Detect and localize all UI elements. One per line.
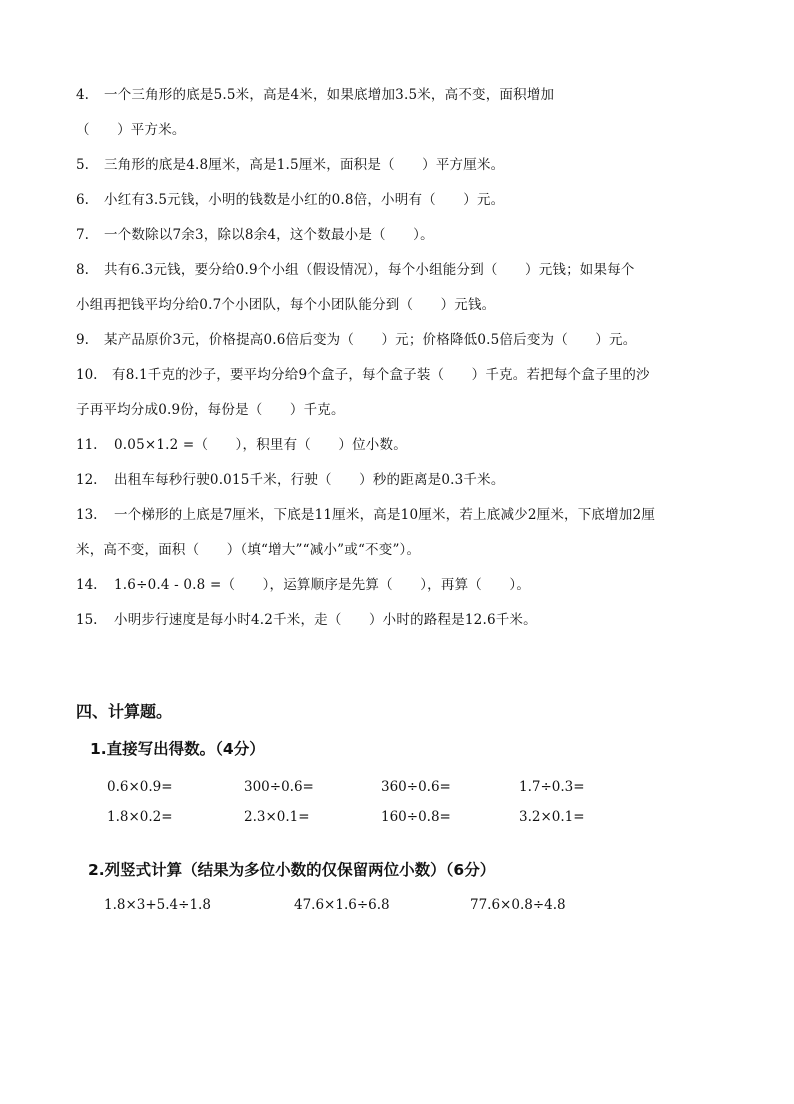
question-text: 1.6÷0.4 - 0.8 =（ ），运算顺序是先算（ ），再算（ ）。 [114,577,531,593]
question-text: 出租车每秒行驶0.015千米，行驶（ ）秒的距离是0.3千米。 [114,472,505,488]
question-text: 一个数除以7余3，除以8余4，这个数最小是（ ）。 [104,227,434,243]
calc-item: 360÷0.6= [381,779,451,795]
question-text-cont: 小组再把钱平均分给0.7个小团队，每个小团队能分到（ ）元钱。 [76,297,496,313]
question-number: 10. [76,367,98,383]
question-text: 一个梯形的上底是7厘米，下底是11厘米，高是10厘米，若上底减少2厘米，下底增加2厘 [114,507,656,523]
question-text: 三角形的底是4.8厘米，高是1.5厘米，面积是（ ）平方厘米。 [104,157,505,173]
calc-item: 2.3×0.1= [244,809,310,825]
part2-title: 2.列竖式计算（结果为多位小数的仅保留两位小数）（6分） [88,861,496,879]
section-title: 四、计算题。 [76,702,173,721]
calc-item: 300÷0.6= [244,779,314,795]
question-text: 某产品原价3元，价格提高0.6倍后变为（ ）元；价格降低0.5倍后变为（ ）元。 [104,332,637,348]
question-number: 14. [76,577,98,593]
vertical-calc-item: 1.8×3+5.4÷1.8 [104,897,211,913]
question-number: 8. [76,262,89,278]
question-text: 共有6.3元钱，要分给0.9个小组（假设情况），每个小组能分到（ ）元钱；如果每个 [104,262,635,278]
question-number: 12. [76,472,98,488]
question-number: 5. [76,157,89,173]
question-number: 6. [76,192,89,208]
question-text-cont: 子再平均分成0.9份，每份是（ ）千克。 [76,402,345,418]
question-number: 7. [76,227,89,243]
question-text: 小明步行速度是每小时4.2千米，走（ ）小时的路程是12.6千米。 [114,612,537,628]
question-number: 15. [76,612,98,628]
part1-title: 1.直接写出得数。（4分） [90,740,265,758]
question-text: 有8.1千克的沙子，要平均分给9个盒子，每个盒子装（ ）千克。若把每个盒子里的沙 [112,367,650,383]
question-text-cont: （ ）平方米。 [76,122,186,138]
question-text: 小红有3.5元钱，小明的钱数是小红的0.8倍，小明有（ ）元。 [104,192,505,208]
question-text: 一个三角形的底是5.5米，高是4米，如果底增加3.5米，高不变，面积增加 [104,87,555,103]
vertical-calc-item: 77.6×0.8÷4.8 [470,897,566,913]
calc-item: 1.8×0.2= [107,809,173,825]
question-text-cont: 米，高不变，面积（ ）（填“增大”“减小”或“不变”）。 [76,542,421,558]
question-number: 9. [76,332,89,348]
question-number: 4. [76,87,89,103]
question-text: 0.05×1.2 =（ ），积里有（ ）位小数。 [114,437,407,453]
calc-item: 1.7÷0.3= [519,779,585,795]
vertical-calc-item: 47.6×1.6÷6.8 [294,897,390,913]
calc-item: 3.2×0.1= [519,809,585,825]
calc-item: 0.6×0.9= [107,779,173,795]
calc-item: 160÷0.8= [381,809,451,825]
question-number: 13. [76,507,98,523]
question-number: 11. [76,437,98,453]
